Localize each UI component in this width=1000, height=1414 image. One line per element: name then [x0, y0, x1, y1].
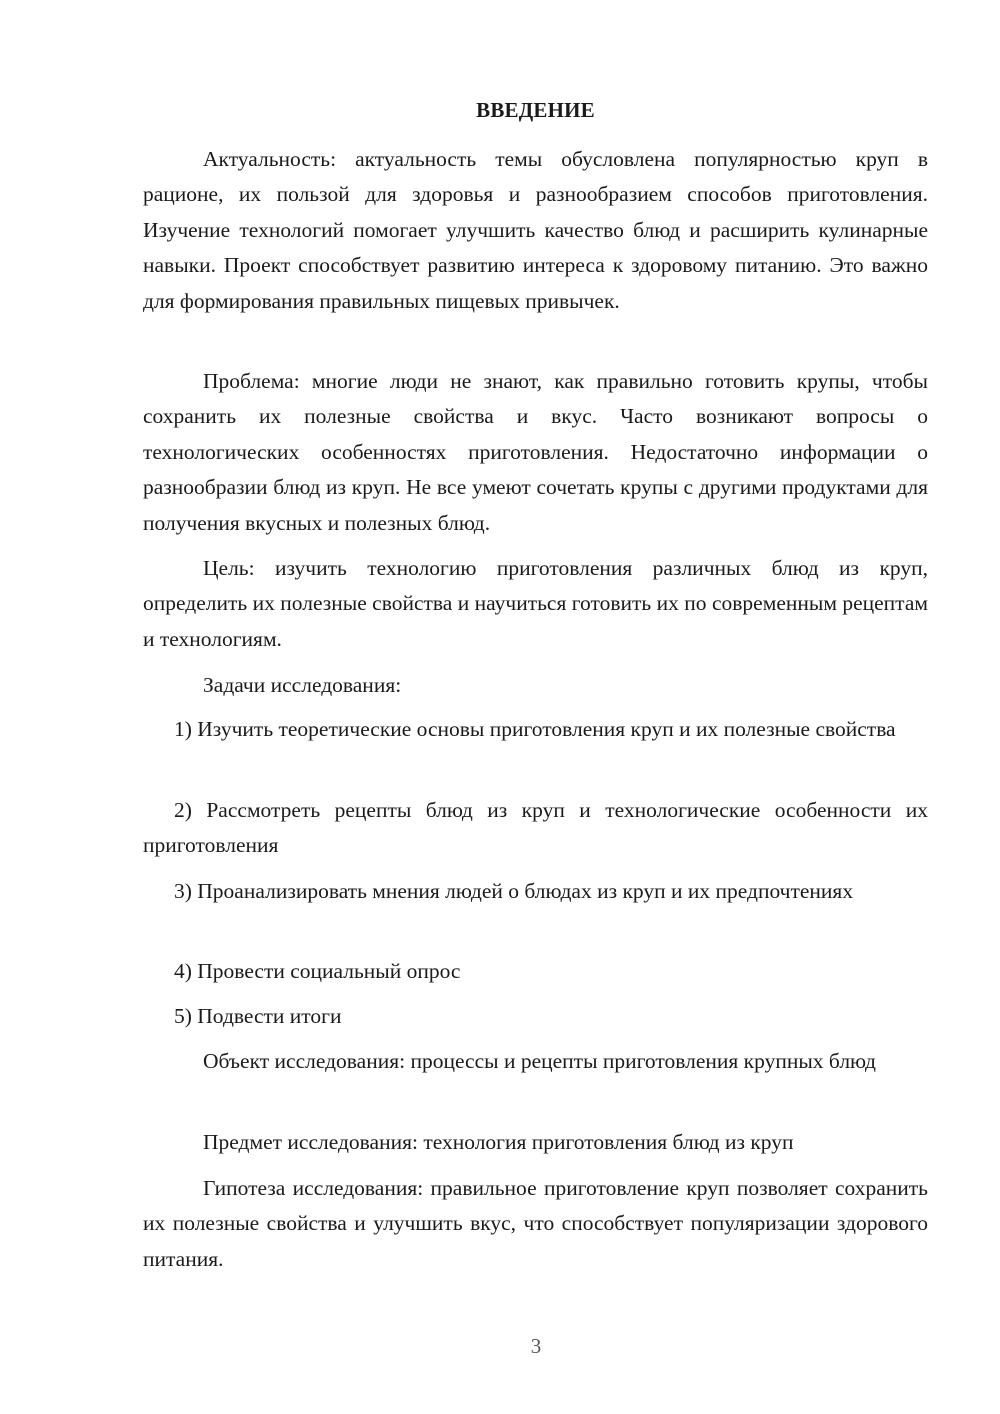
task-item-1: 1) Изучить теоретические основы приготовления круп и их полезные свойства — [174, 717, 896, 741]
paragraph-hypothesis: Гипотеза исследования: правильное приготовление круп позволяет сохранить их полезные свойства и улучшить вкус, что способствует популяризации здорового питания. — [143, 1176, 928, 1271]
page-title: ВВЕДЕНИЕ — [476, 98, 595, 122]
tasks-heading: Задачи исследования: — [203, 673, 402, 697]
paragraph-problem: Проблема: многие люди не знают, как правильно готовить крупы, чтобы сохранить их полезные свойства и вкус. Часто возникают вопросы о технологических особенностях приготовления. Недостаточно информации о разнообразии блюд из круп. Не все умеют сочетать крупы с другими продуктами для получения вкусных и полезных блюд. — [143, 369, 928, 535]
page-number: 3 — [530, 1334, 542, 1358]
paragraph-subject: Предмет исследования: технология приготовления блюд из круп — [203, 1130, 794, 1154]
paragraph-goal: Цель: изучить технологию приготовления различных блюд из круп, определить их полезные свойства и научиться готовить их по современным рецептам и технологиям. — [143, 556, 928, 651]
task-item-4: 4) Провести социальный опрос — [174, 959, 461, 983]
task-item-2: 2) Рассмотреть рецепты блюд из круп и технологические особенности их приготовления — [143, 798, 928, 858]
task-item-3: 3) Проанализировать мнения людей о блюдах из круп и их предпочтениях — [174, 879, 854, 903]
paragraph-relevance: Актуальность: актуальность темы обусловлена популярностью круп в рационе, их пользой для здоровья и разнообразием способов приготовления. Изучение технологий помогает улучшить качество блюд и расширить кулинарные навыки. Проект способствует развитию интереса к здоровому питанию. Это важно для формирования правильных пищевых привычек. — [143, 147, 928, 313]
paragraph-object: Объект исследования: процессы и рецепты приготовления крупных блюд — [203, 1049, 876, 1073]
task-item-5: 5) Подвести итоги — [174, 1004, 342, 1028]
